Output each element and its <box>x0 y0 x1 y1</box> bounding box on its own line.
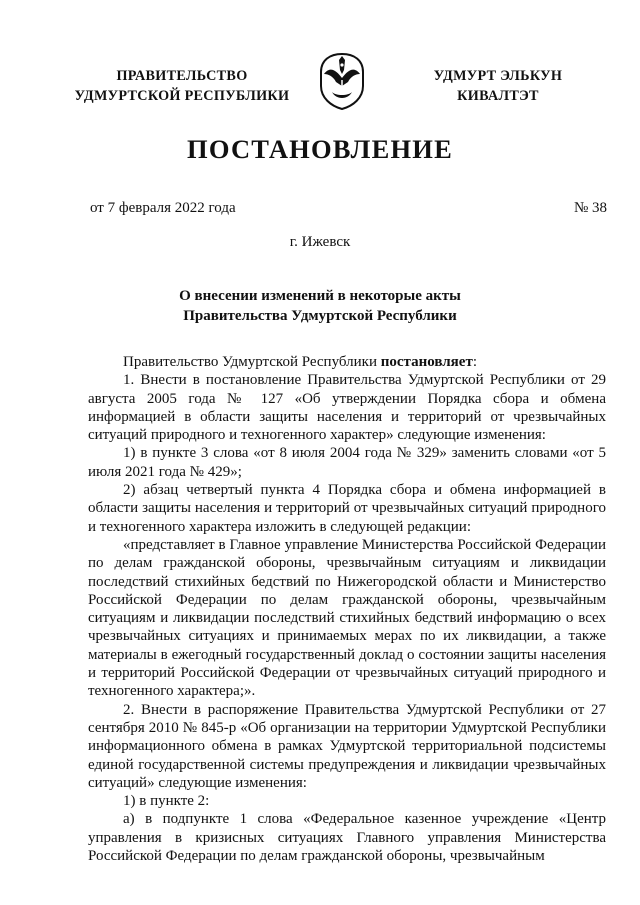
header-left <box>62 66 302 106</box>
header-left-line2: УДМУРТСКОЙ РЕСПУБЛИКИ <box>74 88 290 104</box>
subject-line1: О внесении изменений в некоторые акты <box>179 288 461 304</box>
udmurt-coat-of-arms-icon <box>318 52 366 110</box>
preamble-end: : <box>472 354 477 370</box>
header-right-line2: КИВАЛТЭТ <box>457 88 539 104</box>
document-date: от 7 февраля 2022 года <box>90 200 236 216</box>
paragraph-1-1: 1) в пункте 3 слова «от 8 июля 2004 года № 329» заменить словами «от 5 июля 2021 года № 429»; <box>88 445 606 480</box>
paragraph-1: 1. Внести в постановление Правительства Удмуртской Республики от 29 августа 2005 года № 127 «Об утверждении Порядка сбора и обмена информацией в области защиты населения и территорий от чрезвычайных ситуаций природного и техногенного характер» следующие изменения: <box>88 372 606 444</box>
paragraph-2-1: 1) в пункте 2: <box>123 793 210 810</box>
paragraph-quote: «представляет в Главное управление Министерства Российской Федерации по делам гражданской обороны, чрезвычайным ситуациям и ликвидации последствий стихийных бедствий по Нижегородской области и Министерство Российской Федерации по делам гражданской обороны, чрезвычайным ситуациям и ликвидации последствий стихийных бедствий информацию о всех чрезвычайных ситуациях и принимаемых мерах по их ликвидации, а также материалы в ежегодный государственный доклад о состоянии защиты населения и территорий Российской Федерации от чрезвычайных ситуаций природного и техногенного характера;». <box>88 536 606 700</box>
paragraph-2: 2. Внести в распоряжение Правительства Удмуртской Республики от 27 сентября 2010 № 845-р «Об организации на территории Удмуртской Республики информационного обмена в рамках Удмуртской территориальной подсистемы единой государственной системы предупреждения и ликвидации чрезвычайных ситуаций» следующие изменения: <box>88 701 606 791</box>
document-city: г. Ижевск <box>289 234 351 250</box>
paragraph-preamble <box>88 353 606 371</box>
preamble-bold: постановляет <box>380 354 473 370</box>
document-number: № 38 <box>573 200 607 216</box>
subject-line2: Правительства Удмуртской Республики <box>183 308 457 324</box>
header-left-line1: ПРАВИТЕЛЬСТВО <box>116 68 248 84</box>
header-right <box>388 66 608 106</box>
document-title: ПОСТАНОВЛЕНИЕ <box>187 134 453 164</box>
paragraph-2-1-a: а) в подпункте 1 слова «Федеральное казенное учреждение «Центр управления в кризисных ситуациях Главного управления Министерства Российской Федерации по делам гражданской обороны, чрезвычайным <box>88 811 606 865</box>
paragraph-1-2: 2) абзац четвертый пункта 4 Порядка сбора и обмена информацией в области защиты населения и территорий от чрезвычайных ситуаций природного и техногенного характера изложить в следующей редакции: <box>88 482 606 535</box>
preamble-text: Правительство Удмуртской Республики <box>123 354 381 370</box>
header-right-line1: УДМУРТ ЭЛЬКУН <box>433 68 563 84</box>
document-body <box>88 353 606 865</box>
document-subject <box>0 286 640 326</box>
